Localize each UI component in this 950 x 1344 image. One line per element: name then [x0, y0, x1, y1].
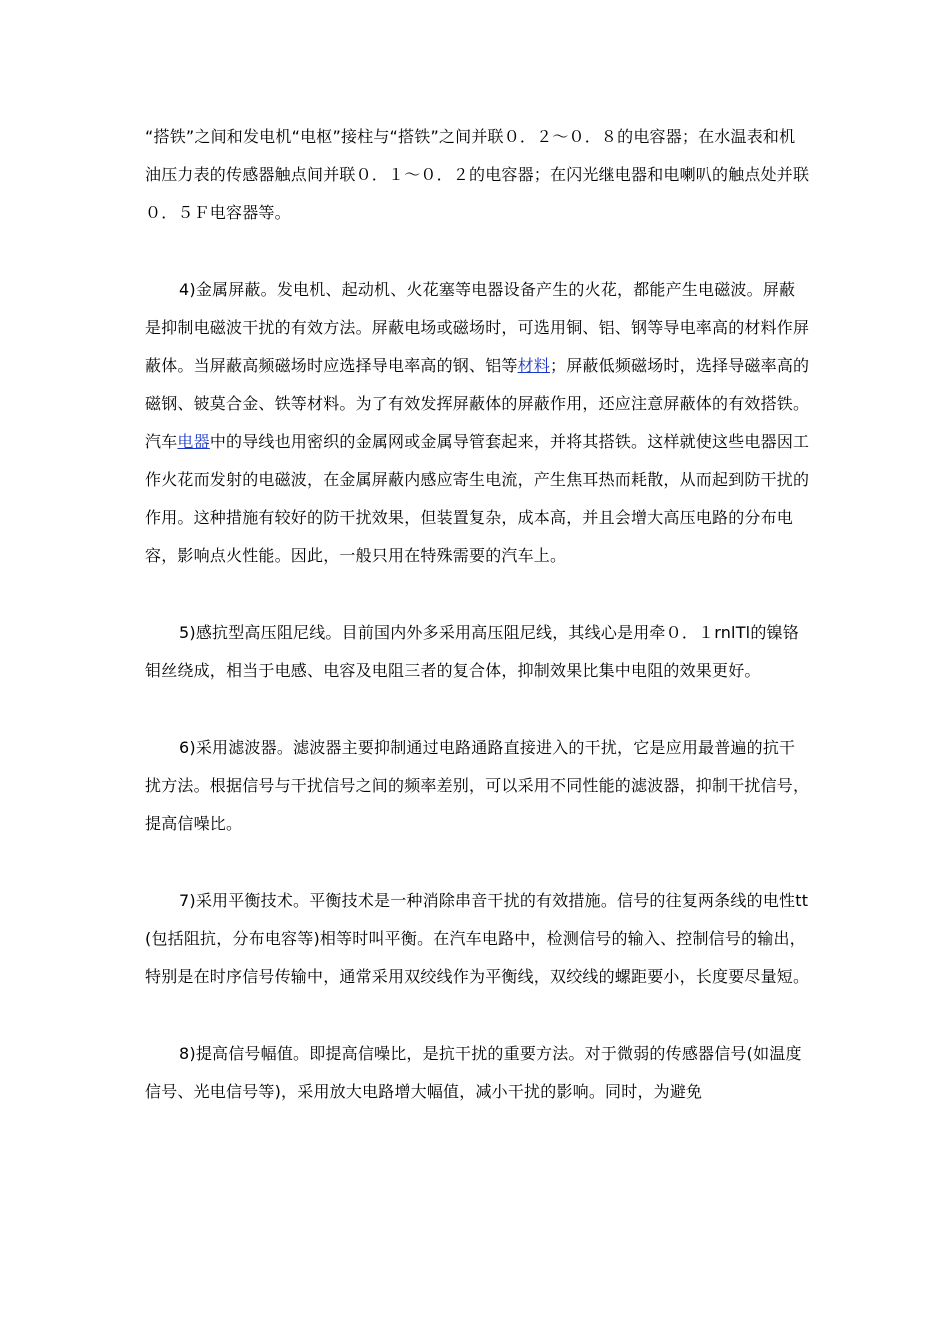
- link-electrical-appliances[interactable]: 电器: [177, 432, 210, 451]
- paragraph-filter: 6)采用滤波器。滤波器主要抑制通过电路通路直接进入的干扰，它是应用最普遍的抗干扰方法。根据信号与干扰信号之间的频率差别，可以采用不同性能的滤波器，抑制干扰信号，提高信噪比。: [145, 738, 810, 833]
- paragraph-damping-wire: 5)感抗型高压阻尼线。目前国内外多采用高压阻尼线，其线心是用牵０．１rnlTl的镍铬钼丝绕成，相当于电感、电容及电阻三者的复合体，抑制效果比集中电阻的效果更好。: [145, 623, 799, 680]
- paragraph-spacer: [145, 996, 810, 1035]
- paragraph-text: ；屏蔽低频磁场时，选择导磁率高的磁钢、铍莫合金、铁等材料。为了有效发挥屏蔽体的屏蔽作用，还应注意屏蔽体的有效搭铁。汽车: [145, 356, 810, 451]
- paragraph-spacer: [145, 232, 810, 271]
- paragraph-metal-shielding: [145, 271, 810, 575]
- document-body: [145, 118, 810, 1111]
- paragraph-balancing: 7)采用平衡技术。平衡技术是一种消除串音干扰的有效措施。信号的往复两条线的电性tt(包括阻抗，分布电容等)相等时叫平衡。在汽车电路中，检测信号的输入、控制信号的输出，特别是在时序信号传输中，通常采用双绞线作为平衡线，双绞线的螺距要小，长度要尽量短。: [145, 891, 810, 986]
- paragraph-spacer: [145, 575, 810, 614]
- paragraph-text: 中的导线也用密织的金属网或金属导管套起来，并将其搭铁。这样就使这些电器因工作火花而发射的电磁波，在金属屏蔽内感应寄生电流，产生焦耳热而耗散，从而起到防干扰的作用。这种措施有较好的防干扰效果，但装置复杂，成本高，并且会增大高压电路的分布电容，影响点火性能。因此，一般只用在特殊需要的汽车上。: [145, 432, 810, 565]
- paragraph-spacer: [145, 690, 810, 729]
- paragraph-signal-amplitude: 8)提高信号幅值。即提高信噪比，是抗干扰的重要方法。对于微弱的传感器信号(如温度信号、光电信号等)，采用放大电路增大幅值，减小干扰的影响。同时，为避免: [145, 1044, 802, 1101]
- paragraph-spacer: [145, 843, 810, 882]
- paragraph-capacitor-continuation: “搭铁”之间和发电机“电枢”接柱与“搭铁”之间并联０．２～０．８的电容器；在水温表和机油压力表的传感器触点间并联０．１～０．２的电容器；在闪光继电器和电喇叭的触点处并联０．５Ｆ电容器等。: [145, 127, 810, 222]
- paragraph-text: 4)金属屏蔽。发电机、起动机、火花塞等电器设备产生的火花，都能产生电磁波。屏蔽是抑制电磁波干扰的有效方法。屏蔽电场或磁场时，可选用铜、铝、钢等导电率高的材料作屏蔽体。当屏蔽高频磁场时应选择导电率高的钢、铝等: [145, 280, 810, 375]
- link-materials[interactable]: 材料: [517, 356, 551, 375]
